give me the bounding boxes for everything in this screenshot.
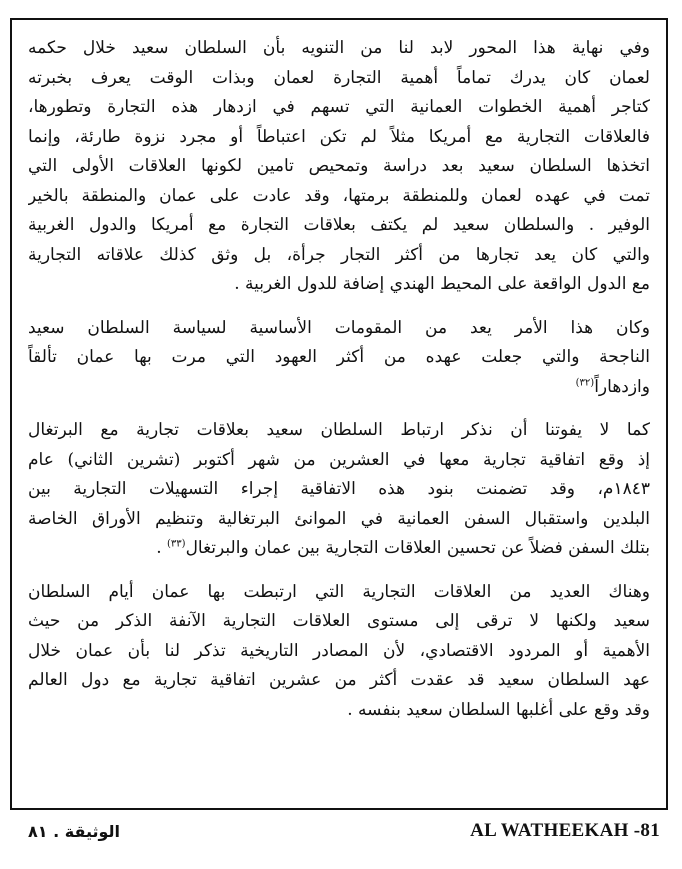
- footnote-ref: (٣٣): [167, 538, 186, 550]
- text-line: وكان هذا الأمر يعد من المقومات الأساسية لسياسة السلطان سعيد: [28, 317, 650, 338]
- text-line: مع الدول الواقعة على المحيط الهندي إضافة للدول الغربية .: [234, 274, 650, 294]
- text-line: والتي كان يعد تجارها من أكثر التجار جرأة، بل وثق كذلك علاقاته التجارية: [28, 244, 650, 265]
- text-line: وازدهاراً$^{(٣٢)}$: [575, 376, 650, 397]
- text-line: كتاجر أهمية الخطوات العمانية التي تسهم في ازدهار هذه التجارة وتطورها،: [28, 97, 650, 117]
- footnote-ref: (٣٢): [575, 376, 595, 388]
- text-line: إذ وقع اتفاقية تجارية معها في العشرين من شهر أكتوبر (تشرين الثاني) عام: [28, 449, 650, 470]
- page-frame: [10, 18, 668, 810]
- text-line: الناجحة والتي جعلت عهده من أكثر العهود التي مرت بها عمان تألقاً: [28, 347, 650, 367]
- text-line: اتخذها السلطان سعيد بعد دراسة وتمحيص تامين لكونها العلاقات الأولى التي: [28, 156, 650, 176]
- text-line: البلدين واستقبال السفن العمانية في الموانئ البرتغالية وتنظيم الأوراق الخاصة: [28, 508, 650, 529]
- text-line: وقد وقع على أغلبها السلطان سعيد بنفسه .: [347, 699, 650, 720]
- article-body: [28, 34, 650, 725]
- paragraph-gap: [28, 300, 650, 314]
- text-line: تمت في عهده لعمان وللمنطقة برمتها، وقد عادت على عمان والمنطقة بالخير: [28, 185, 650, 206]
- text-line: سعيد ولكنها لا ترقى إلى مستوى العلاقات التجارية الآنفة الذكر من حيث: [28, 611, 650, 631]
- text-line: وفي نهاية هذا المحور لابد لنا من التنويه بأن السلطان سعيد خلال حكمه: [28, 38, 650, 58]
- text-line: الأهمية أو المردود الاقتصادي، لأن المصادر التاريخية تذكر لنا بأن عمان خلال: [28, 640, 650, 661]
- text-line: عهد السلطان سعيد قد عقدت أكثر من عشرين اتفاقية تجارية مع دول العالم: [28, 670, 650, 690]
- paragraph: [28, 416, 650, 564]
- paragraph: [28, 578, 650, 726]
- paragraph: [28, 34, 650, 300]
- text-line: لعمان كان يدرك تماماً أهمية التجارة لعمان وبذات الوقت يعرف بخبرته: [28, 67, 650, 88]
- text-line: وهناك العديد من العلاقات التجارية التي ارتبطت بها عمان أيام السلطان: [28, 581, 650, 602]
- footer-arabic-title: الوثيقة . ٨١: [28, 822, 121, 841]
- text-line: ١٨٤٣م، وقد تضمنت بنود هذه الاتفاقية إجراء التسهيلات التجارية بين: [28, 479, 650, 499]
- text-line: كما لا يفوتنا أن نذكر ارتباط السلطان سعيد بعلاقات تجارية مع البرتغال: [28, 420, 650, 440]
- page-footer: [0, 820, 682, 850]
- text-line: الوفير . والسلطان سعيد لم يكتف بعلاقات التجارة مع أمريكا والدول الغربية: [28, 215, 650, 235]
- paragraph: [28, 314, 650, 403]
- footer-english-title: AL WATHEEKAH -81: [470, 820, 660, 841]
- paragraph-gap: [28, 402, 650, 416]
- paragraph-gap: [28, 564, 650, 578]
- text-line: فالعلاقات التجارية مع أمريكا مثلاً لم تكن اعتباطاً أو مجرد نزوة طارئة، وإنما: [28, 126, 650, 147]
- text-line: بتلك السفن فضلاً عن تحسين العلاقات التجارية بين عمان والبرتغال$^{(٣٣)}$ .: [156, 538, 650, 558]
- line-tail: .: [156, 538, 168, 558]
